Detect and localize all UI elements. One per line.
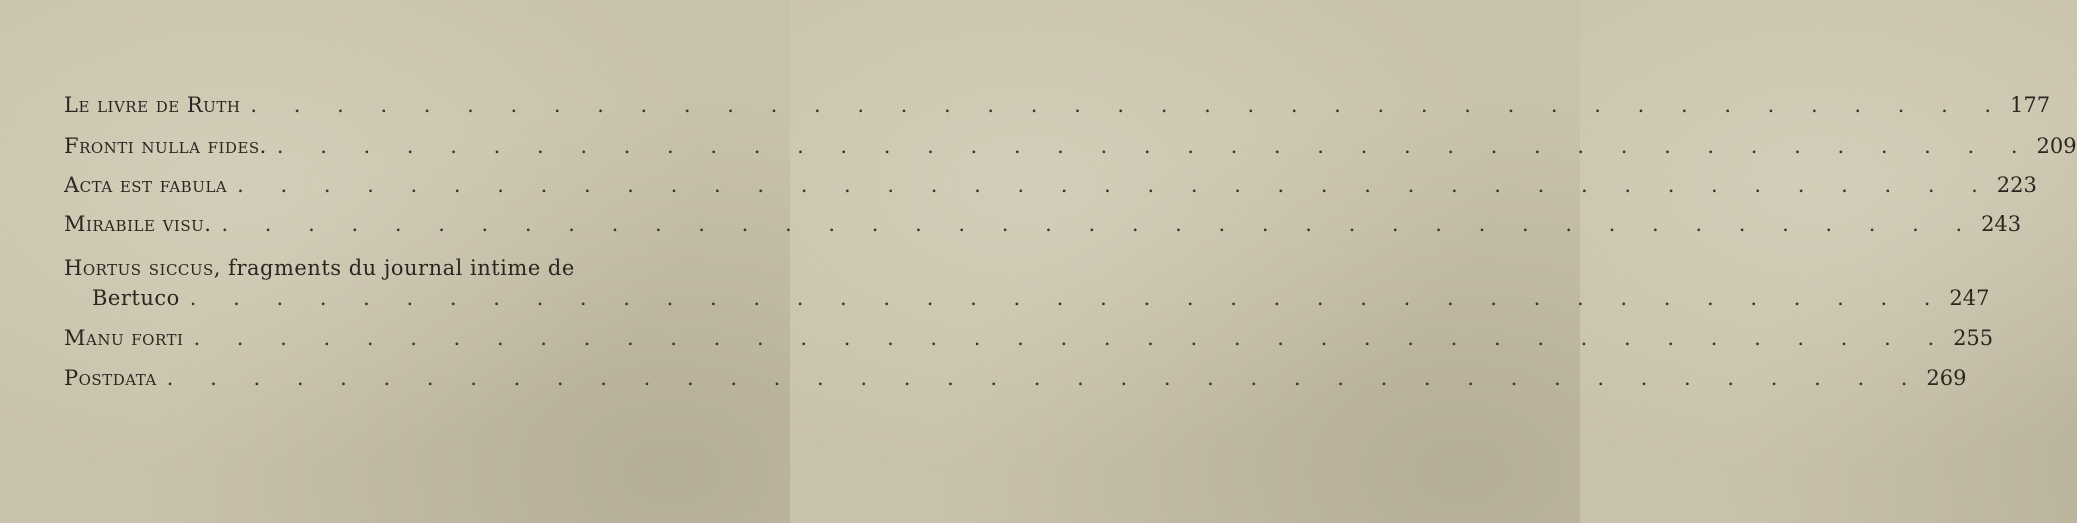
dot-leader: . . . . . . . . . . . . . . . . . . . . . . . . . . . . . . . . . . . . . . . . . xyxy=(237,173,1993,197)
entry-title-continuation: Bertuco xyxy=(92,286,180,310)
page-number: 209 xyxy=(2036,134,2077,158)
page-number: 243 xyxy=(1981,212,2022,236)
dot-leader: . . . . . . . . . . . . . . . . . . . . . . . . . . . . . . . . . . . . . . . . . xyxy=(189,286,1946,310)
dot-leader: . . . . . . . . . . . . . . . . . . . . . . . . . . . . . . . . . . . . . . . . . xyxy=(193,326,1950,350)
entry-title: Mirabile visu. xyxy=(64,212,212,236)
toc-entry-hortus-siccus-line2 xyxy=(92,286,1990,316)
page-number: 269 xyxy=(1926,366,1967,390)
page-number: 177 xyxy=(2010,93,2051,117)
page-number: 255 xyxy=(1953,326,1994,350)
toc-entry-postdata xyxy=(64,366,1967,396)
dot-leader: . . . . . . . . . . . . . . . . . . . . . . . . . . . . . . . . . . . . . . . . . xyxy=(250,93,2007,117)
entry-title: Manu forti xyxy=(64,326,184,350)
entry-title: Le livre de Ruth xyxy=(64,93,241,117)
entry-title-rest: fragments du journal intime de xyxy=(221,256,575,280)
page-number: 223 xyxy=(1996,173,2037,197)
entry-title-smallcaps: Hortus siccus, xyxy=(64,256,221,280)
toc-entry-acta-est-fabula xyxy=(64,173,2037,203)
toc-entry-hortus-siccus-line1 xyxy=(64,256,664,280)
toc-entry-le-livre-de-ruth xyxy=(64,93,2051,123)
entry-title: Postdata xyxy=(64,366,157,390)
dot-leader: . . . . . . . . . . . . . . . . . . . . . . . . . . . . . . . . . . . . . . . . . xyxy=(276,134,2033,158)
page-number: 247 xyxy=(1949,286,1990,310)
dot-leader: . . . . . . . . . . . . . . . . . . . . . . . . . . . . . . . . . . . . . . . . . xyxy=(221,212,1978,236)
entry-title: Acta est fabula xyxy=(64,173,228,197)
toc-entry-manu-forti xyxy=(64,326,1994,356)
toc-entry-fronti-nulla-fides xyxy=(64,134,2077,164)
toc-entry-mirabile-visu xyxy=(64,212,2022,242)
entry-title: Fronti nulla fides. xyxy=(64,134,267,158)
dot-leader: . . . . . . . . . . . . . . . . . . . . . . . . . . . . . . . . . . . . . . . . . xyxy=(166,366,1923,390)
